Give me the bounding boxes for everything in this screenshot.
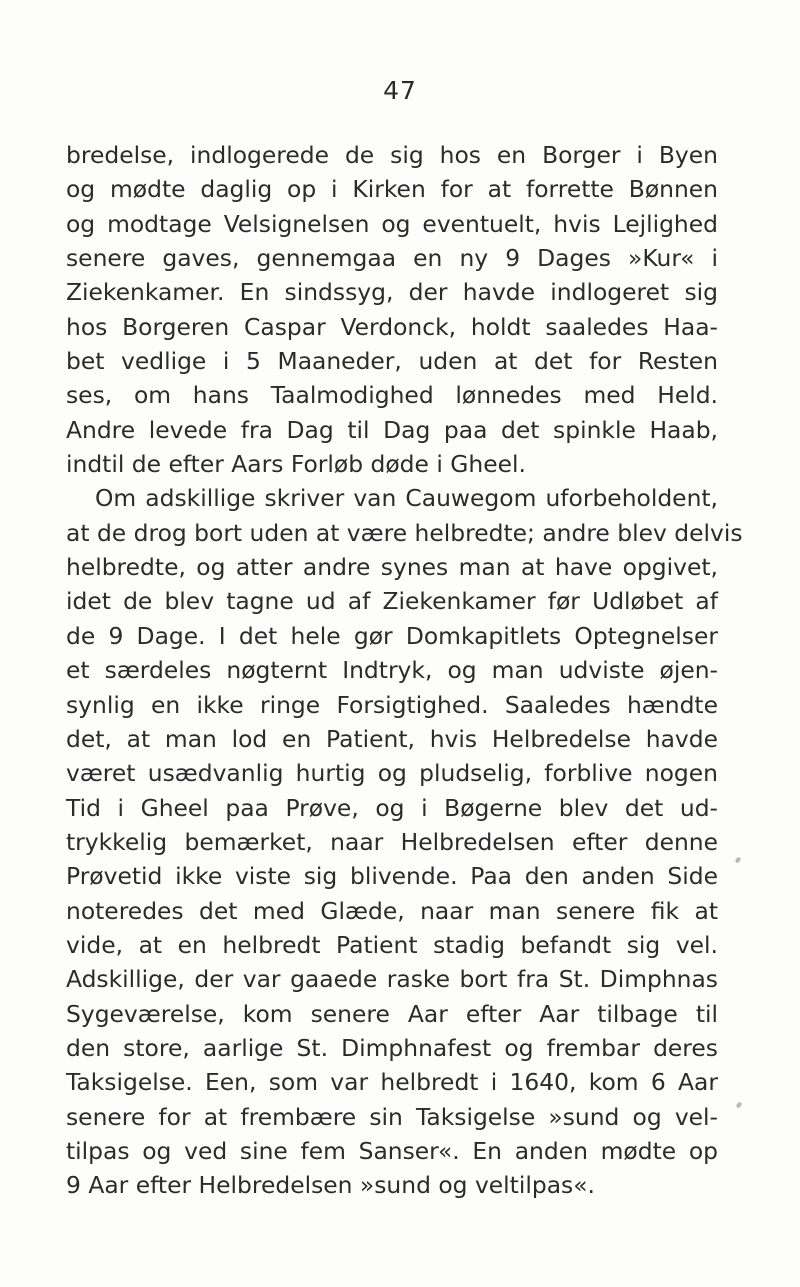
text-line: Sygeværelse, kom senere Aar efter Aar tilbage til (66, 999, 718, 1028)
text-line: senere for at frembære sin Taksigelse »sund og vel- (66, 1102, 718, 1131)
text-line: de 9 Dage. I det hele gør Domkapitlets Optegnelser (66, 621, 718, 650)
text-line: bet vedlige i 5 Maaneder, uden at det for Resten (66, 347, 718, 376)
text-line: bredelse, indlogerede de sig hos en Borger i Byen (66, 141, 718, 169)
text-line: senere gaves, gennemgaa en ny 9 Dages »Kur« i (66, 244, 718, 273)
text-line: Prøvetid ikke viste sig blivende. Paa den anden Side (66, 862, 718, 891)
text-line: synlig en ikke ringe Forsigtighed. Saaledes hændte (66, 690, 718, 719)
text-line: været usædvanlig hurtig og pludselig, forblive nogen (66, 759, 718, 788)
text-line: at de drog bort uden at være helbredte; andre blev delvis (66, 518, 743, 547)
paper-speck (735, 856, 742, 863)
text-line: helbredte, og atter andre synes man at have opgivet, (66, 553, 718, 582)
text-line: den store, aarlige St. Dimphnafest og frembar deres (66, 1033, 718, 1062)
text-line: noteredes det med Glæde, naar man senere fik at (66, 896, 718, 925)
text-line: Adskillige, der var gaaede raske bort fra St. Dimphnas (66, 965, 718, 994)
text-line: vide, at en helbredt Patient stadig befandt sig vel. (66, 930, 718, 959)
page-number: 47 (383, 76, 417, 105)
text-line: trykkelig bemærket, naar Helbredelsen efter denne (66, 827, 718, 856)
text-line: idet de blev tagne ud af Ziekenkamer før Udløbet af (66, 587, 718, 616)
text-line: hos Borgeren Caspar Verdonck, holdt saaledes Haa- (66, 312, 718, 341)
body-text (66, 138, 743, 1203)
text-line: og mødte daglig op i Kirken for at forrette Bønnen (66, 175, 718, 204)
text-line: 9 Aar efter Helbredelsen »sund og veltilpas«. (66, 1171, 595, 1200)
text-line: ses, om hans Taalmodighed lønnedes med Held. (66, 381, 718, 410)
text-line: Ziekenkamer. En sindssyg, der havde indlogeret sig (66, 278, 718, 307)
text-line: Taksigelse. Een, som var helbredt i 1640, kom 6 Aar (66, 1068, 718, 1097)
text-line: tilpas og ved sine fem Sanser«. En anden mødte op (66, 1136, 718, 1165)
text-line: Tid i Gheel paa Prøve, og i Bøgerne blev det ud- (66, 793, 718, 822)
text-line: Andre levede fra Dag til Dag paa det spinkle Haab, (66, 415, 718, 444)
text-line-paragraph-start: Om adskillige skriver van Cauwegom uforbeholdent, (95, 484, 718, 513)
text-line: det, at man lod en Patient, hvis Helbredelse havde (66, 724, 718, 753)
paper-speck (736, 1101, 743, 1108)
text-line: et særdeles nøgternt Indtryk, og man udviste øjen- (66, 656, 718, 685)
text-line: indtil de efter Aars Forløb døde i Gheel. (66, 450, 526, 479)
text-line: og modtage Velsignelsen og eventuelt, hvis Lejlighed (66, 209, 718, 238)
